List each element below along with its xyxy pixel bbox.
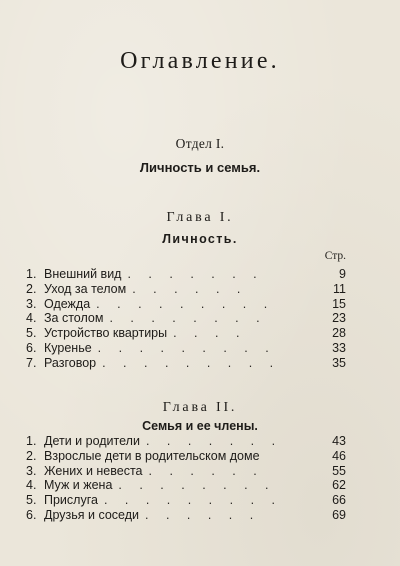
toc-entry[interactable] bbox=[26, 464, 346, 479]
section-name: Личность и семья. bbox=[139, 160, 261, 175]
toc-entry[interactable] bbox=[26, 341, 346, 356]
toc-entry[interactable] bbox=[26, 311, 346, 326]
entry-page: 23 bbox=[332, 311, 346, 326]
entry-page: 55 bbox=[332, 463, 346, 478]
entry-title: Внешний вид bbox=[44, 267, 122, 281]
entry-number: 6. bbox=[26, 507, 37, 522]
entry-number: 5. bbox=[26, 493, 37, 508]
entry-title: Жених и невеста bbox=[44, 463, 143, 478]
entry-title: Устройство квартиры bbox=[44, 326, 168, 341]
entry-page: 35 bbox=[332, 355, 346, 370]
entry-title: Уход за телом bbox=[44, 281, 127, 296]
entry-page: 28 bbox=[332, 326, 346, 341]
leader-dots: . . . . . . . . . bbox=[103, 493, 282, 508]
entry-title: Взрослые дети в родительском доме bbox=[44, 448, 260, 463]
entry-number: 1. bbox=[26, 267, 37, 281]
entry-title: Разговор bbox=[44, 355, 97, 370]
entry-number: 2. bbox=[26, 281, 37, 296]
entry-title: Прислуга bbox=[44, 493, 98, 508]
entry-title: Куренье bbox=[44, 340, 92, 355]
entry-number: 5. bbox=[26, 326, 37, 341]
chapter-2-name: Семья и ее члены. bbox=[142, 419, 258, 433]
leader-dots: . . . . . . . . . bbox=[102, 355, 281, 370]
leader-dots: . . . . . . . . bbox=[109, 311, 267, 326]
leader-dots: . . . . . . bbox=[132, 281, 248, 296]
entry-title: Друзья и соседи bbox=[44, 507, 140, 522]
entry-page: 11 bbox=[333, 281, 346, 296]
entry-number: 4. bbox=[26, 478, 37, 493]
leader-dots: . . . . bbox=[173, 326, 247, 341]
entry-title: Одежда bbox=[44, 296, 91, 311]
toc-entry[interactable] bbox=[26, 449, 346, 464]
entry-number: 4. bbox=[26, 311, 37, 326]
chapter-1-toc bbox=[26, 267, 346, 371]
entry-page: 9 bbox=[339, 267, 346, 281]
leader-dots: . . . . . . . . . bbox=[97, 340, 276, 355]
entry-number: 7. bbox=[26, 355, 37, 370]
toc-entry[interactable] bbox=[26, 267, 346, 282]
toc-entry[interactable] bbox=[26, 356, 346, 371]
entry-number: 6. bbox=[26, 340, 37, 355]
toc-entry[interactable] bbox=[26, 297, 346, 312]
toc-entry[interactable] bbox=[26, 434, 346, 449]
toc-entry[interactable] bbox=[26, 478, 346, 493]
leader-dots: . . . . . . . bbox=[127, 267, 264, 281]
entry-page: 15 bbox=[332, 296, 346, 311]
section-label: Отдел I. bbox=[175, 136, 225, 151]
entry-title: Дети и родители bbox=[44, 434, 140, 448]
toc-entry[interactable] bbox=[26, 493, 346, 508]
toc-entry[interactable] bbox=[26, 282, 346, 297]
entry-page: 66 bbox=[332, 493, 346, 508]
toc-entry[interactable] bbox=[26, 326, 346, 341]
leader-dots: . . . . . . . . bbox=[118, 478, 276, 493]
leader-dots: . . . . . . . . . bbox=[96, 296, 275, 311]
leader-dots: . . . . . . bbox=[148, 463, 264, 478]
page-title: Оглавление. bbox=[120, 48, 280, 74]
entry-page: 69 bbox=[332, 507, 346, 522]
entry-page: 33 bbox=[332, 340, 346, 355]
entry-page: 62 bbox=[332, 478, 346, 493]
entry-number: 1. bbox=[26, 434, 37, 448]
entry-page: 43 bbox=[332, 434, 346, 448]
entry-number: 3. bbox=[26, 296, 37, 311]
entry-title: За столом bbox=[44, 311, 104, 326]
toc-entry[interactable] bbox=[26, 508, 346, 523]
pages-column-header: Стр. bbox=[324, 250, 346, 262]
entry-page: 46 bbox=[332, 448, 346, 463]
chapter-1-label: Глава I. bbox=[166, 210, 234, 225]
entry-title: Муж и жена bbox=[44, 478, 113, 493]
entry-number: 2. bbox=[26, 448, 37, 463]
chapter-2-toc bbox=[26, 434, 346, 523]
chapter-2-label: Глава II. bbox=[162, 400, 238, 415]
chapter-1-name: Личность. bbox=[162, 232, 238, 246]
entry-number: 3. bbox=[26, 463, 37, 478]
leader-dots: . . . . . . . bbox=[145, 434, 283, 448]
leader-dots: . . . . . . bbox=[145, 507, 261, 522]
